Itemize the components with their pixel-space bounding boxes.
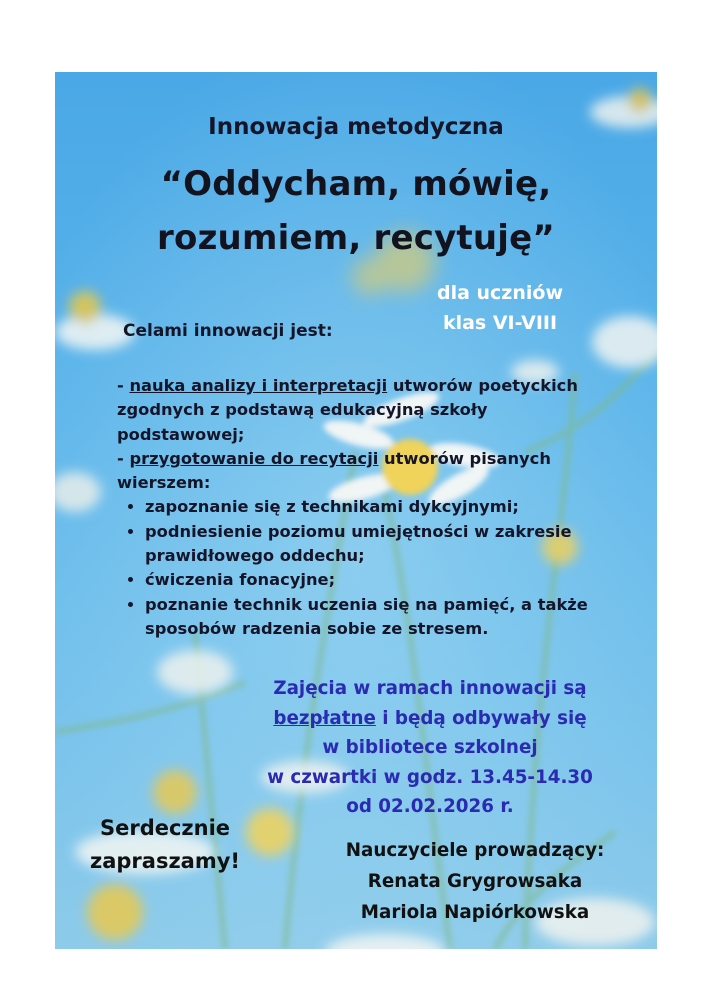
audience-line-2: klas VI-VIII	[442, 312, 558, 334]
poster-content	[55, 72, 657, 949]
list-item: • zapoznanie się z technikami dykcyjnymi;	[145, 495, 617, 519]
teacher-name: Mariola Napiórkowska	[360, 902, 590, 923]
goal-item-2-highlight: przygotowanie do recytacji	[129, 448, 379, 468]
goal-item-1-highlight: nauka analizy i interpretacji	[129, 376, 388, 395]
list-item: • ćwiczenia fonacyjne;	[145, 568, 617, 592]
info-line-1: Zajęcia w ramach innowacji są	[273, 678, 587, 699]
goals-list	[117, 374, 617, 641]
schedule-info	[240, 674, 620, 822]
title-line-2: rozumiem, recytuję”	[157, 218, 555, 258]
title-line-1: “Oddycham, mówię,	[160, 164, 552, 204]
info-line-5: od 02.02.2026 r.	[346, 796, 514, 817]
subtitle: Innowacja metodyczna	[208, 114, 504, 140]
teachers-heading: Nauczyciele prowadzący:	[345, 840, 605, 861]
invite-line-2: zapraszamy!	[90, 849, 240, 873]
audience-line-1: dla uczniów	[436, 282, 564, 304]
audience-block	[415, 278, 585, 338]
list-item: • podniesienie poziomu umiejętności w zakresie prawidłowego oddechu;	[145, 520, 617, 569]
goals-heading: Celami innowacji jest:	[123, 321, 333, 341]
free-highlight: bezpłatne	[273, 707, 376, 729]
invite-line-1: Serdecznie	[99, 816, 231, 840]
info-line-3: w bibliotece szkolnej	[322, 737, 538, 758]
teacher-name: Renata Grygrowsaka	[367, 871, 583, 892]
poster	[55, 72, 657, 949]
teachers-block	[325, 835, 625, 928]
invitation	[75, 812, 255, 878]
list-item: • poznanie technik uczenia się na pamięć, a także sposobów radzenia sobie ze stresem.	[145, 593, 617, 642]
goal-item-1: - nauka analizy i interpretacji utworów poetyckich zgodnych z podstawą edukacyjną szkoły podstawowej;	[117, 376, 578, 444]
goal-sub-bullets	[117, 495, 617, 641]
info-line-2: bezpłatne i będą odbywały się	[273, 707, 587, 729]
info-line-4: w czwartki w godz. 13.45-14.30	[267, 766, 593, 788]
goal-item-2: - przygotowanie do recytacji utworów pisanych wierszem:	[117, 448, 551, 493]
